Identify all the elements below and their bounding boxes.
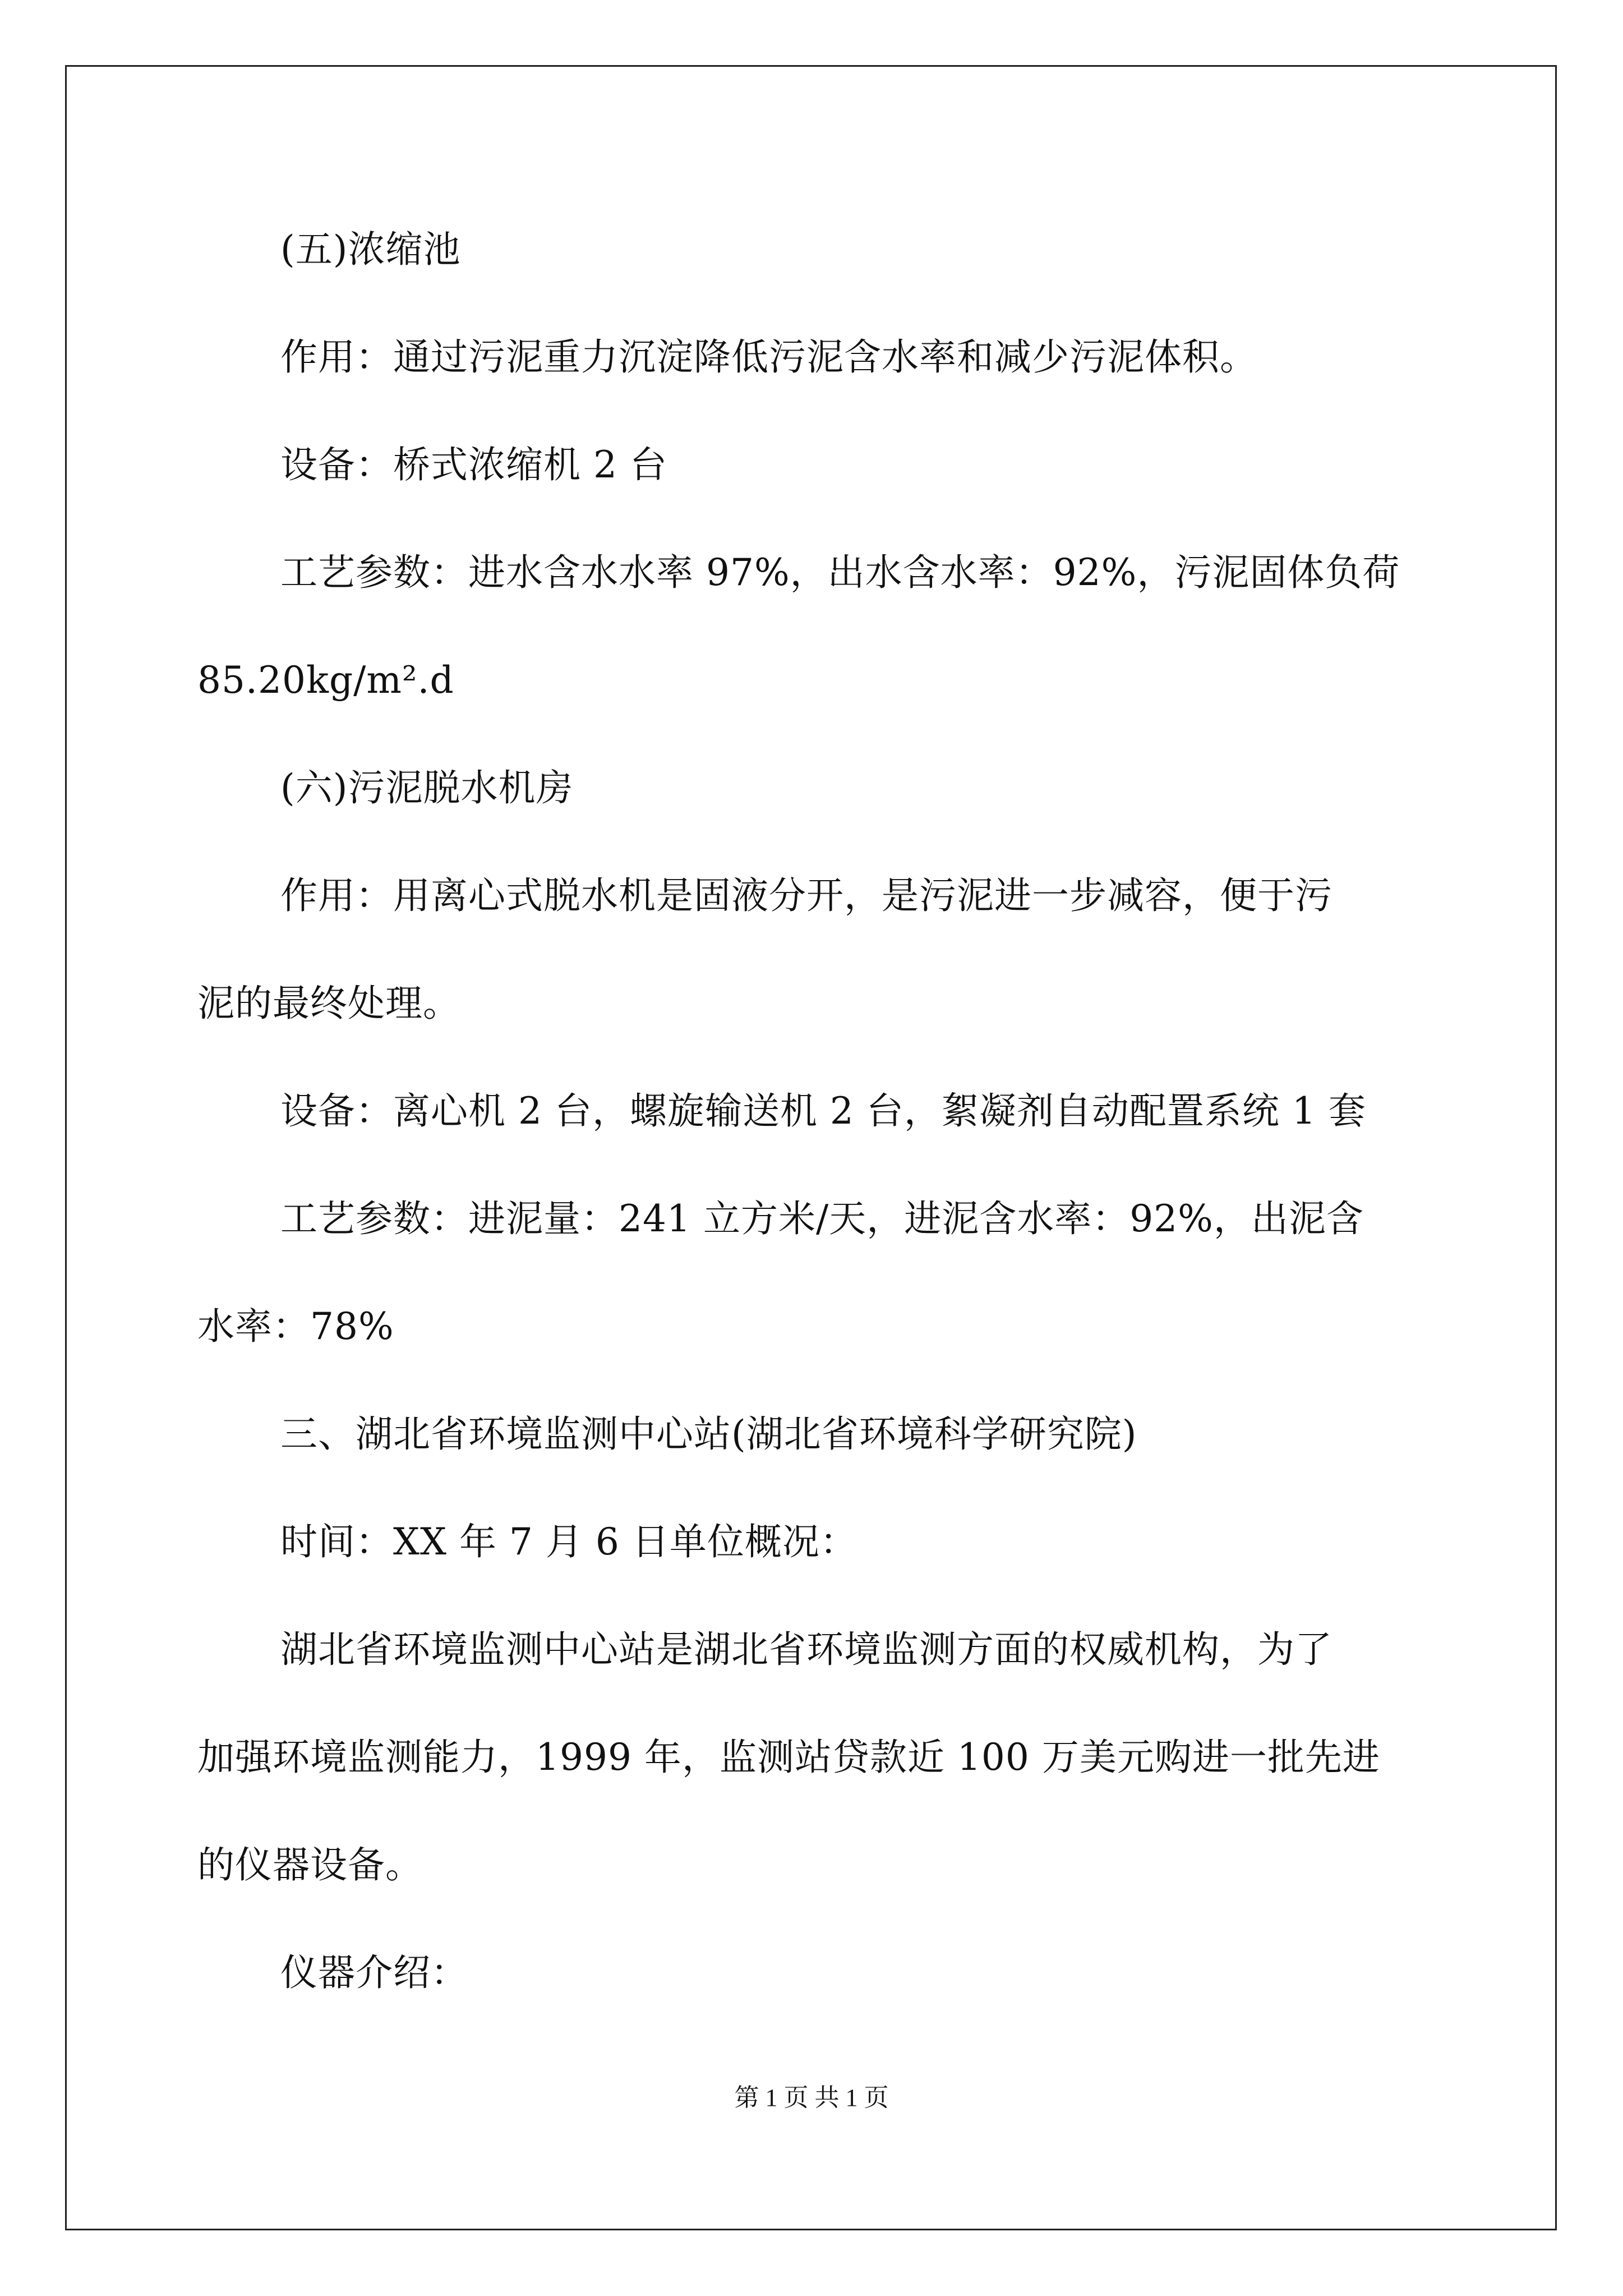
paragraph-line: 的仪器设备。 xyxy=(197,1843,423,1887)
paragraph-line: 作用：通过污泥重力沉淀降低污泥含水率和减少污泥体积。 xyxy=(280,335,1257,379)
paragraph-line: 加强环境监测能力，1999 年，监测站贷款近 100 万美元购进一批先进 xyxy=(197,1736,1380,1779)
page-border xyxy=(65,65,1557,2230)
paragraph-line: 水率：78% xyxy=(197,1305,394,1348)
section-heading-3: 三、湖北省环境监测中心站(湖北省环境科学研究院) xyxy=(280,1412,1137,1456)
paragraph-line: 85.20kg/m².d xyxy=(197,659,454,702)
paragraph-line: 工艺参数：进泥量：241 立方米/天，进泥含水率：92%，出泥含 xyxy=(280,1197,1364,1240)
paragraph-line: 泥的最终处理。 xyxy=(197,982,460,1025)
paragraph-line: 工艺参数：进水含水水率 97%，出水含水率：92%，污泥固体负荷 xyxy=(280,551,1400,594)
paragraph-line: 湖北省环境监测中心站是湖北省环境监测方面的权威机构，为了 xyxy=(280,1628,1332,1671)
paragraph-line: 时间：XX 年 7 月 6 日单位概况： xyxy=(280,1520,857,1563)
paragraph-line: 仪器介绍： xyxy=(280,1951,468,1994)
paragraph-line: 作用：用离心式脱水机是固液分开，是污泥进一步减容，便于污 xyxy=(280,874,1332,917)
page-footer: 第 1 页 共 1 页 xyxy=(734,2084,889,2111)
paragraph-line: 设备：桥式浓缩机 2 台 xyxy=(280,443,667,486)
section-heading-5: (五)浓缩池 xyxy=(280,228,461,271)
paragraph-line: 设备：离心机 2 台，螺旋输送机 2 台，絮凝剂自动配置系统 1 套 xyxy=(280,1089,1366,1133)
section-heading-6: (六)污泥脱水机房 xyxy=(280,766,574,809)
